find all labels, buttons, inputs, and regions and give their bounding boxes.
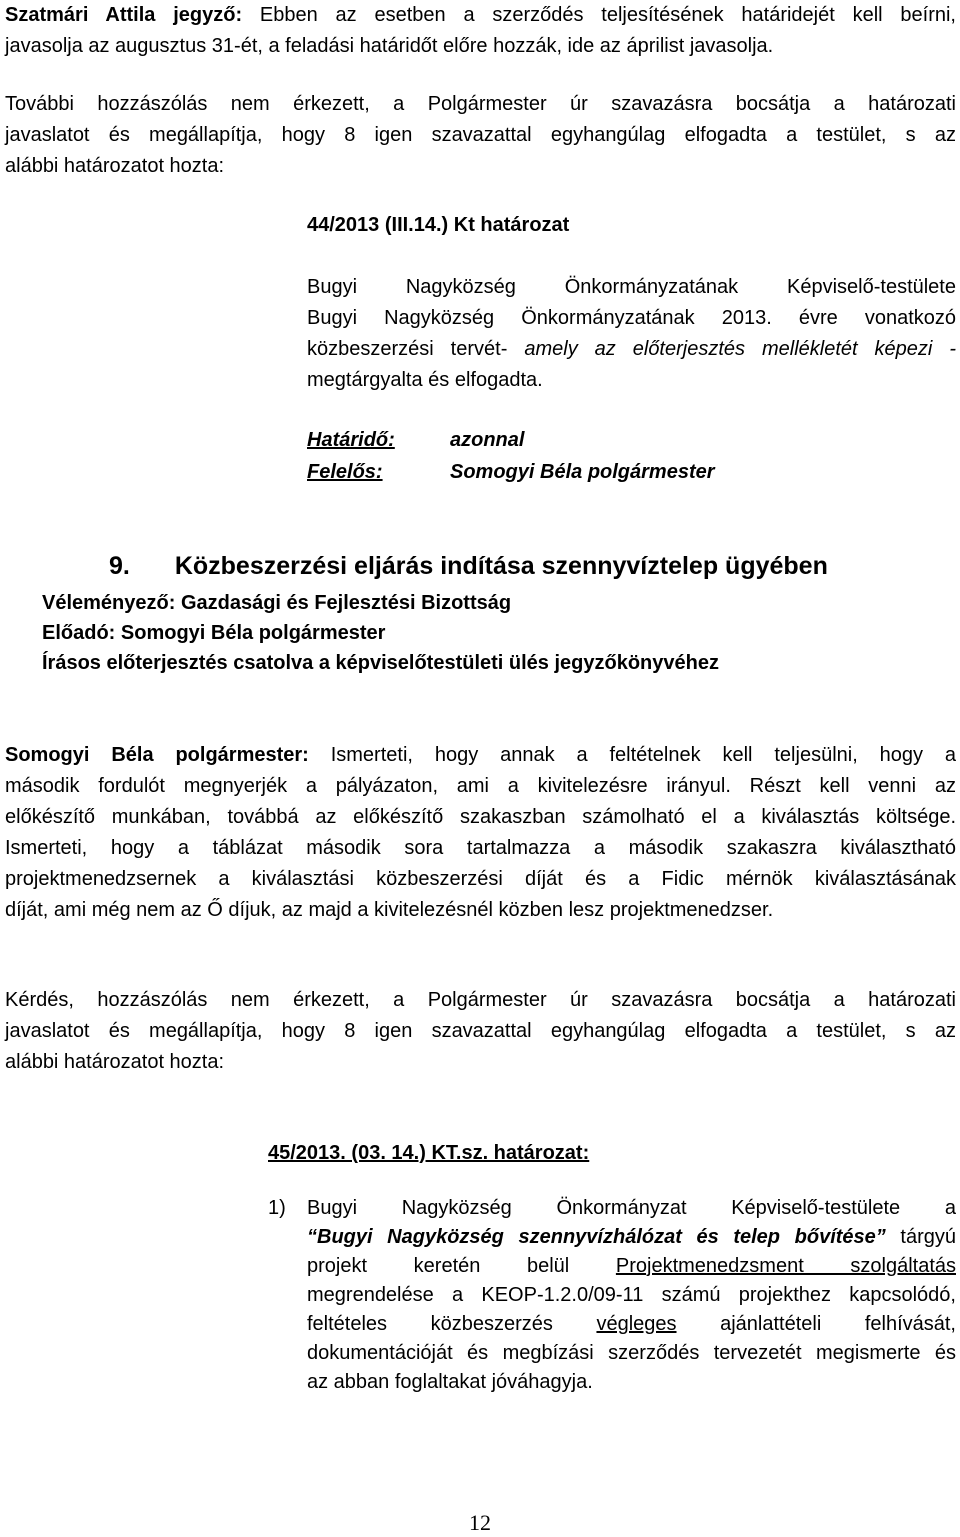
resolution-45-line-6: dokumentációját és megbízási szerződés tervezetét megismerte és bbox=[307, 1342, 956, 1364]
paragraph-3-line-1 bbox=[5, 740, 956, 771]
paragraph-2-line-1: További hozzászólás nem érkezett, a Polgármester úr szavazásra bocsátja a határozati bbox=[5, 93, 956, 115]
section-number: 9. bbox=[109, 552, 130, 580]
resolution-44-line-1: Bugyi Nagyközség Önkormányzatának Képviselő-testülete bbox=[307, 276, 956, 298]
paragraph-4-line-1: Kérdés, hozzászólás nem érkezett, a Polgármester úr szavazásra bocsátja a határozati bbox=[5, 989, 956, 1011]
underlined-text: Projektmenedzsment szolgáltatás bbox=[615, 1255, 956, 1277]
text: ajánlattételi felhívását, bbox=[720, 1313, 956, 1335]
page-number: 12 bbox=[469, 1510, 491, 1535]
paragraph-1-line-1 bbox=[5, 0, 956, 31]
paragraph-2-line-3: alábbi határozatot hozta: bbox=[5, 155, 225, 177]
text: projekt keretén belül bbox=[307, 1255, 570, 1277]
resolution-44-line-3 bbox=[307, 334, 956, 365]
resolution-45-line-5 bbox=[307, 1309, 956, 1340]
paragraph-1-line-2: javasolja az augusztus 31-ét, a feladási határidőt előre hozzák, ide az áprilist javasolja. bbox=[5, 35, 774, 57]
deadline-value: azonnal bbox=[450, 429, 525, 451]
speaker-name: Szatmári Attila jegyző: bbox=[5, 4, 243, 26]
responsible-value: Somogyi Béla polgármester bbox=[450, 461, 715, 483]
text: tárgyú bbox=[900, 1226, 957, 1248]
paragraph-4-line-3: alábbi határozatot hozta: bbox=[5, 1051, 225, 1073]
section-title: Közbeszerzési eljárás indítása szennyvíztelep ügyében bbox=[174, 552, 828, 580]
paragraph-2-line-2: javaslatot és megállapítja, hogy 8 igen szavazattal egyhangúlag elfogadta a testület, s az bbox=[5, 124, 956, 146]
deadline-row bbox=[307, 425, 956, 456]
underlined-text: végleges bbox=[596, 1313, 677, 1335]
paragraph-4-line-2: javaslatot és megállapítja, hogy 8 igen szavazattal egyhangúlag elfogadta a testület, s az bbox=[5, 1020, 956, 1042]
paragraph-3-line-6: díját, ami még nem az Ő díjuk, az majd a kivitelezésnél közben lesz projektmenedzser. bbox=[5, 899, 774, 921]
paragraph-3-line-4: Ismerteti, hogy a táblázat második sora tartalmazza a második szakaszra kiválasztható bbox=[5, 837, 956, 859]
resolution-45-title: 45/2013. (03. 14.) KT.sz. határozat: bbox=[268, 1142, 590, 1164]
resolution-45-line-2 bbox=[307, 1222, 956, 1253]
resolution-44-line-2: Bugyi Nagyközség Önkormányzatának 2013. évre vonatkozó bbox=[307, 307, 956, 329]
section-reviewer: Véleményező: Gazdasági és Fejlesztési Bizottság bbox=[42, 592, 512, 614]
resolution-45-line-3 bbox=[307, 1251, 956, 1282]
paragraph-3-line-3: előkészítő munkában, továbbá az előkészítő szakaszban számolható el a kiválasztás költsége. bbox=[5, 806, 956, 828]
text: feltételes közbeszerzés bbox=[307, 1313, 553, 1335]
project-name: “Bugyi Nagyközség szennyvízhálózat és telep bővítése” bbox=[307, 1226, 886, 1248]
resolution-44-line-4: megtárgyalta és elfogadta. bbox=[307, 369, 543, 391]
resolution-45-line-1: Bugyi Nagyközség Önkormányzat Képviselő-testülete a bbox=[307, 1197, 956, 1219]
deadline-label: Határidő: bbox=[307, 429, 395, 451]
responsible-label: Felelős: bbox=[307, 461, 383, 483]
paragraph-3-line-2: második fordulót megnyerjék a pályázaton, ami a kivitelezésre irányul. Részt kell venni az bbox=[5, 775, 956, 797]
responsible-row bbox=[307, 457, 956, 488]
speaker-name: Somogyi Béla polgármester: bbox=[5, 744, 309, 766]
resolution-45-line-7: az abban foglaltakat jóváhagyja. bbox=[307, 1371, 593, 1393]
section-attachment: Írásos előterjesztés csatolva a képviselőtestületi ülés jegyzőkönyvéhez bbox=[42, 652, 719, 674]
text: közbeszerzési tervét- bbox=[307, 338, 508, 360]
paragraph-3-line-5: projektmenedzsernek a kiválasztási közbeszerzési díját és a Fidic mérnök kiválasztásának bbox=[5, 868, 956, 890]
text: Ebben az esetben a szerződés teljesítésének határidejét kell beírni, bbox=[259, 4, 956, 26]
resolution-45-line-4: megrendelése a KEOP-1.2.0/09-11 számú projekthez kapcsolódó, bbox=[307, 1284, 956, 1306]
item-number: 1) bbox=[268, 1197, 286, 1219]
text: Ismerteti, hogy annak a feltételnek kell teljesülni, hogy a bbox=[330, 744, 957, 766]
resolution-44-title: 44/2013 (III.14.) Kt határozat bbox=[307, 214, 570, 236]
section-presenter: Előadó: Somogyi Béla polgármester bbox=[42, 622, 386, 644]
section-heading bbox=[109, 551, 909, 582]
text-italic: amely az előterjesztés mellékletét képezi - bbox=[524, 338, 956, 360]
